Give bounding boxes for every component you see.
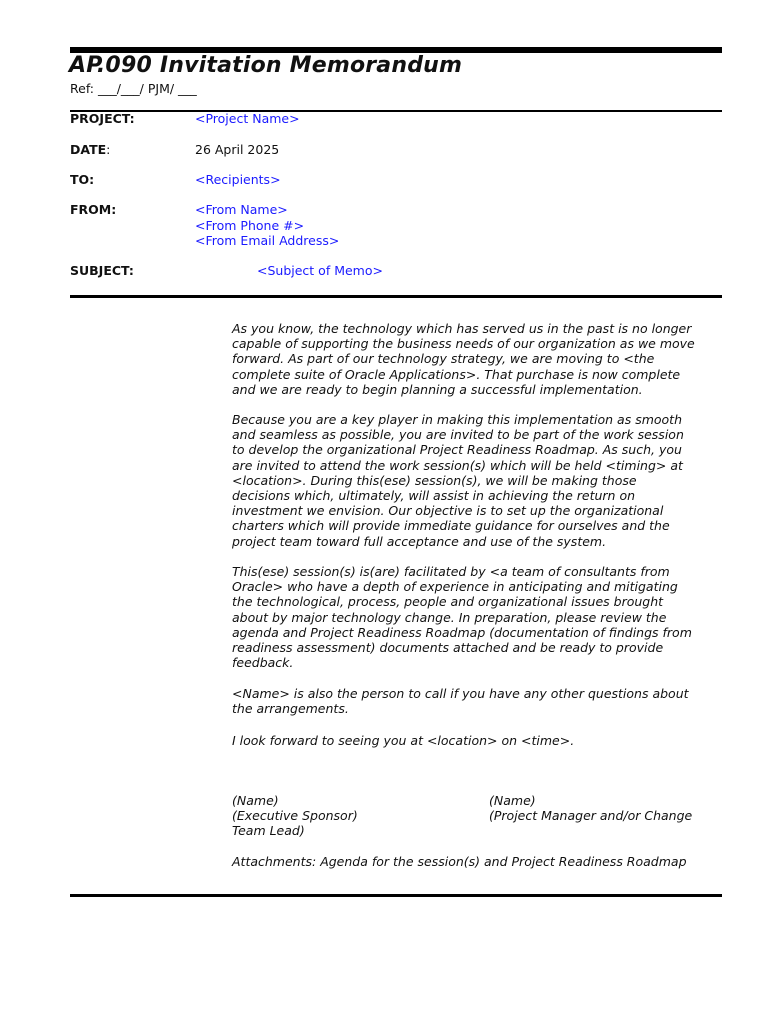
signature-right bbox=[489, 793, 692, 823]
date-label bbox=[70, 142, 110, 157]
subject-label: SUBJECT: bbox=[70, 263, 134, 278]
to-label: TO: bbox=[70, 172, 95, 187]
signature-name: (Name) bbox=[489, 793, 536, 808]
text-line: forward. As part of our technology strategy, we are moving to <the bbox=[232, 351, 655, 367]
signature-role: Team Lead) bbox=[232, 823, 305, 839]
paragraph-3 bbox=[232, 564, 722, 670]
text-line: to develop the organizational Project Readiness Roadmap. As such, you bbox=[232, 442, 682, 458]
paragraph-2 bbox=[232, 412, 722, 549]
signature-role: (Executive Sponsor) bbox=[232, 808, 358, 824]
from-label: FROM: bbox=[70, 202, 117, 217]
text-line: project team toward full acceptance and use of the system. bbox=[232, 533, 607, 549]
attachments-line: Attachments: Agenda for the session(s) and Project Readiness Roadmap bbox=[232, 854, 687, 869]
text-line: Oracle> who have a depth of experience in anticipating and mitigating bbox=[232, 579, 678, 595]
body-divider bbox=[70, 295, 722, 298]
header-divider bbox=[70, 110, 722, 112]
text-line: feedback. bbox=[232, 655, 294, 671]
document-title: AP.090 Invitation Memorandum bbox=[69, 53, 463, 78]
text-line: <Name> is also the person to call if you have any other questions about bbox=[232, 686, 689, 701]
text-line: <location>. During this(ese) session(s), we will be making those bbox=[232, 472, 637, 488]
text-line: investment we envision. Our objective is to set up the organizational bbox=[232, 503, 664, 519]
from-name: <From Name> bbox=[195, 202, 288, 217]
date-label-text: DATE bbox=[70, 142, 107, 157]
text-line: Because you are a key player in making this implementation as smooth bbox=[232, 412, 682, 427]
text-line: agenda and Project Readiness Roadmap (documentation of findings from bbox=[232, 624, 692, 640]
text-line: capable of supporting the business needs of our organization as we move bbox=[232, 336, 695, 352]
paragraph-5 bbox=[232, 733, 722, 748]
signature-left bbox=[232, 793, 358, 839]
paragraph-4 bbox=[232, 686, 722, 716]
text-line: complete suite of Oracle Applications>. That purchase is now complete bbox=[232, 366, 681, 382]
text-line: and seamless as possible, you are invited to be part of the work session bbox=[232, 427, 684, 443]
text-line: about by major technology change. In preparation, please review the bbox=[232, 609, 667, 625]
text-line: the technological, process, people and organizational issues brought bbox=[232, 594, 664, 610]
subject-value: <Subject of Memo> bbox=[257, 263, 383, 278]
from-email: <From Email Address> bbox=[195, 233, 340, 248]
date-value: 26 April 2025 bbox=[195, 142, 280, 157]
text-line: and we are ready to begin planning a successful implementation. bbox=[232, 381, 643, 397]
text-line: the arrangements. bbox=[232, 701, 349, 717]
project-label: PROJECT: bbox=[70, 111, 135, 126]
reference-line: Ref: ___/___/ PJM/ ___ bbox=[70, 81, 197, 96]
text-line: As you know, the technology which has served us in the past is no longer bbox=[232, 321, 692, 336]
text-line: readiness assessment) documents attached and be ready to provide bbox=[232, 640, 664, 656]
text-line: This(ese) session(s) is(are) facilitated by <a team of consultants from bbox=[232, 564, 670, 579]
from-phone: <From Phone #> bbox=[195, 217, 305, 233]
text-line: decisions which, ultimately, will assist in achieving the return on bbox=[232, 488, 636, 504]
to-value: <Recipients> bbox=[195, 172, 281, 187]
text-line: are invited to attend the work session(s) which will be held <timing> at bbox=[232, 457, 683, 473]
text-line: charters which will provide immediate guidance for ourselves and the bbox=[232, 518, 670, 534]
signature-role: (Project Manager and/or Change bbox=[489, 808, 693, 824]
project-value: <Project Name> bbox=[195, 111, 300, 126]
signature-name: (Name) bbox=[232, 793, 279, 808]
bottom-rule bbox=[70, 894, 722, 897]
date-label-colon: : bbox=[106, 142, 111, 157]
text-line: I look forward to seeing you at <location> on <time>. bbox=[232, 733, 575, 748]
paragraph-1 bbox=[232, 321, 722, 397]
